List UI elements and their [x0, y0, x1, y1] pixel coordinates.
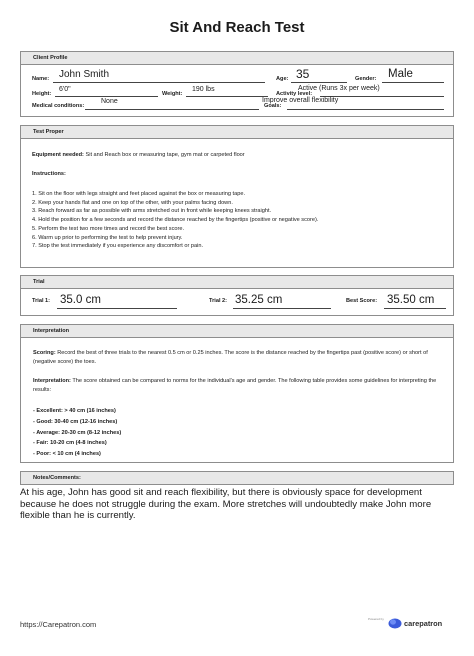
best-score-value[interactable]: 35.50 cm: [387, 294, 435, 306]
activity-level-label: Activity level:: [276, 91, 313, 97]
carepatron-logo: [388, 616, 442, 630]
norm-item: - Fair: 10-20 cm (4-8 inches): [33, 440, 107, 447]
scoring-paragraph: [33, 349, 445, 366]
height-underline: [55, 96, 158, 97]
medical-conditions-label: Medical conditions:: [32, 103, 85, 109]
instruction-step: 5. Perform the test two more times and record the best score.: [32, 225, 185, 232]
norm-item: - Average: 20-30 cm (8-12 inches): [33, 429, 122, 436]
weight-label: Weight:: [162, 91, 183, 97]
activity-level-value[interactable]: Active (Runs 3x per week): [298, 85, 380, 92]
trial-1-label: Trial 1:: [32, 298, 51, 304]
best-score-underline: [384, 308, 446, 309]
goals-label: Goals:: [264, 103, 282, 109]
equipment-label: Equipment needed:: [32, 152, 84, 158]
norms-list: [33, 406, 121, 460]
norm-item: - Good: 30-40 cm (12-16 inches): [33, 418, 118, 425]
height-value[interactable]: 6'0": [59, 86, 71, 93]
powered-by-text: Powered by: [368, 617, 384, 621]
name-underline: [53, 82, 265, 83]
instruction-step: 6. Warm up prior to performing the test to help prevent injury.: [32, 234, 183, 241]
trial-1-underline: [57, 308, 177, 309]
norm-item: - Excellent: > 40 cm (16 inches): [33, 408, 116, 414]
interpretation-text: The score obtained can be compared to norms for the individual's age and gender. The following table provides some guidelines for interpreting the results:: [33, 378, 437, 393]
best-score-label: Best Score:: [346, 298, 378, 304]
name-label: Name:: [32, 76, 50, 82]
norm-item: - Poor: < 10 cm (4 inches): [33, 451, 101, 458]
weight-value[interactable]: 190 lbs: [192, 86, 215, 93]
instructions-list: [32, 190, 452, 251]
carepatron-link[interactable]: https://Carepatron.com: [20, 620, 97, 629]
height-label: Height:: [32, 91, 52, 97]
instruction-step: 4. Hold the position for a few seconds and record the distance reached by the fingertips (positive or negative score).: [32, 217, 319, 224]
medical-conditions-value[interactable]: None: [101, 98, 118, 105]
instruction-step: 1. Sit on the floor with legs straight and feet placed against the box or measuring tape.: [32, 191, 246, 197]
gender-label: Gender:: [355, 76, 377, 82]
page-title: Sit And Reach Test: [169, 19, 305, 36]
trial-header: Trial: [20, 275, 454, 289]
gender-underline: [382, 82, 444, 83]
test-proper-header: Test Proper: [20, 125, 454, 139]
gender-value[interactable]: Male: [388, 68, 413, 80]
notes-text[interactable]: At his age, John has good sit and reach flexibility, but there is obviously space for development because he does not struggle during the exam. More stretches will undoubtedly make John more flexible than he is currently.: [20, 487, 432, 522]
instructions-label: Instructions:: [32, 171, 66, 177]
trial-2-underline: [233, 308, 331, 309]
instruction-step: 3. Reach forward as far as possible with arms stretched out in front while keeping knees straight.: [32, 208, 272, 215]
equipment-line: [32, 151, 245, 160]
client-profile-header: Client Profile: [20, 51, 454, 65]
goals-value[interactable]: Improve overall flexibility: [262, 97, 339, 104]
scoring-text: Record the best of three trials to the nearest 0.5 cm or 0.25 inches. The score is the distance reached by the fingertips past (positive score) or short of (negative score) the toes.: [33, 350, 428, 365]
instruction-step: 7. Stop the test immediately if you experience any discomfort or pain.: [32, 243, 204, 250]
age-label: Age:: [276, 76, 289, 82]
medical-conditions-underline: [85, 109, 259, 110]
carepatron-logo-icon: [388, 617, 402, 629]
trial-1-value[interactable]: 35.0 cm: [60, 294, 101, 306]
trial-2-value[interactable]: 35.25 cm: [235, 294, 283, 306]
age-underline: [291, 82, 347, 83]
notes-header: Notes/Comments:: [20, 471, 454, 485]
equipment-text: Sit and Reach box or measuring tape, gym mat or carpeted floor: [85, 152, 245, 158]
interpretation-label: Interpretation:: [33, 378, 71, 384]
goals-underline: [287, 109, 444, 110]
age-value[interactable]: 35: [296, 67, 310, 81]
interpretation-header: Interpretation: [20, 324, 454, 338]
activity-level-underline: [320, 96, 444, 97]
interpretation-paragraph: [33, 377, 445, 394]
instruction-step: 2. Keep your hands flat and one on top of the other, with your palms facing down.: [32, 199, 233, 206]
trial-2-label: Trial 2:: [209, 298, 228, 304]
name-value[interactable]: John Smith: [59, 69, 110, 80]
carepatron-brand: carepatron: [404, 618, 443, 628]
scoring-label: Scoring:: [33, 350, 56, 356]
weight-underline: [186, 96, 268, 97]
